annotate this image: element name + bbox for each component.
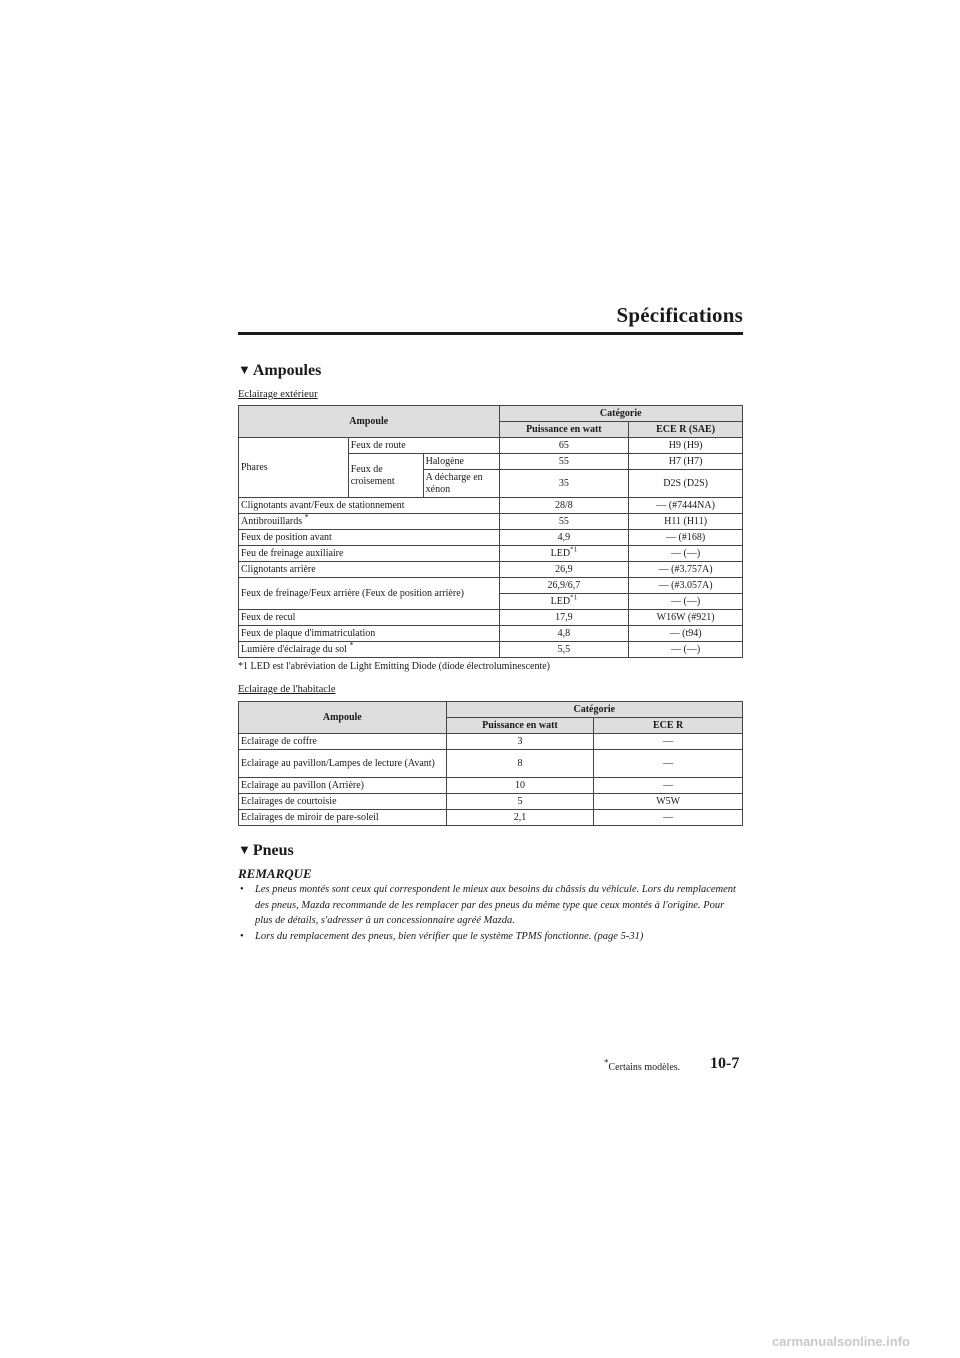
footnote-ref: *1 xyxy=(570,545,578,554)
cell-watt: 28/8 xyxy=(499,498,629,514)
table-row xyxy=(239,750,743,778)
row-label: Feux de freinage/Feux arrière (Feux de position arrière) xyxy=(239,578,500,610)
row-label: Eclairages de miroir de pare-soleil xyxy=(239,810,447,826)
exterior-lighting-table xyxy=(238,405,743,658)
footer-note-text: Certains modèles. xyxy=(608,1062,681,1073)
table-row xyxy=(239,626,743,642)
list-item xyxy=(240,882,740,929)
watermark: carmanualsonline.info xyxy=(772,1334,910,1349)
footer-note xyxy=(604,1057,681,1073)
header-ampoule: Ampoule xyxy=(239,702,447,734)
cell-watt: 55 xyxy=(499,454,629,470)
row-label: Feux de position avant xyxy=(239,530,500,546)
section-heading-pneus xyxy=(238,842,294,860)
cell-ece: — (#7444NA) xyxy=(629,498,743,514)
bullet-icon: • xyxy=(240,884,244,895)
table-row xyxy=(239,642,743,658)
cell-ece: — (—) xyxy=(629,642,743,658)
cell-watt: 8 xyxy=(446,750,594,778)
remark-title: REMARQUE xyxy=(238,866,312,881)
cell-watt: 4,8 xyxy=(499,626,629,642)
cell-watt: 5,5 xyxy=(499,642,629,658)
list-item xyxy=(240,929,740,945)
page-title: Spécifications xyxy=(616,303,743,327)
row-label: Clignotants avant/Feux de stationnement xyxy=(239,498,500,514)
row-label: Halogène xyxy=(423,454,499,470)
table-row xyxy=(239,498,743,514)
remark-list xyxy=(240,882,740,944)
row-label: Clignotants arrière xyxy=(239,562,500,578)
table-row xyxy=(239,794,743,810)
row-label: Eclairage de coffre xyxy=(239,734,447,750)
triangle-down-icon: ▼ xyxy=(238,362,251,377)
table-row xyxy=(239,530,743,546)
cell-ece: — xyxy=(594,810,743,826)
cell-watt: 10 xyxy=(446,778,594,794)
cell-watt: 2,1 xyxy=(446,810,594,826)
section-heading-label: Pneus xyxy=(252,842,294,859)
cell-watt: 65 xyxy=(499,438,629,454)
table-row xyxy=(239,562,743,578)
cell-ece: — xyxy=(594,734,743,750)
header-categorie: Catégorie xyxy=(499,406,743,422)
table-row xyxy=(239,546,743,562)
footnote-ref: *1 xyxy=(570,593,578,602)
cell-watt: 26,9/6,7 xyxy=(499,578,629,594)
section-heading-ampoules xyxy=(238,362,321,380)
row-label: Feux de plaque d'immatriculation xyxy=(239,626,500,642)
cell-ece: — (t94) xyxy=(629,626,743,642)
header-watt: Puissance en watt xyxy=(446,718,594,734)
table-row xyxy=(239,734,743,750)
row-label-phares: Phares xyxy=(239,438,349,498)
cell-watt: 3 xyxy=(446,734,594,750)
table-row xyxy=(239,514,743,530)
table-row xyxy=(239,578,743,594)
cell-watt xyxy=(499,594,629,610)
cell-watt: 17,9 xyxy=(499,610,629,626)
row-label: Eclairage au pavillon/Lampes de lecture (Avant) xyxy=(239,750,447,778)
cell-ece: — (#3.757A) xyxy=(629,562,743,578)
cell-watt: 55 xyxy=(499,514,629,530)
cell-ece: H7 (H7) xyxy=(629,454,743,470)
cell-watt-text: LED xyxy=(550,595,571,607)
row-label: Feux de recul xyxy=(239,610,500,626)
row-label: Feux de croisement xyxy=(348,454,423,498)
table-row xyxy=(239,438,743,454)
header-ampoule: Ampoule xyxy=(239,406,500,438)
cell-watt: 4,9 xyxy=(499,530,629,546)
table-row xyxy=(239,610,743,626)
cell-watt xyxy=(499,546,629,562)
interior-lighting-table xyxy=(238,701,743,826)
row-label: Feu de freinage auxiliaire xyxy=(239,546,500,562)
header-ece: ECE R (SAE) xyxy=(629,422,743,438)
cell-ece: — (—) xyxy=(629,546,743,562)
bullet-icon: • xyxy=(240,930,244,942)
cell-ece: D2S (D2S) xyxy=(629,470,743,498)
table-row xyxy=(239,810,743,826)
row-label xyxy=(239,514,500,530)
header-watt: Puissance en watt xyxy=(499,422,629,438)
row-label: Eclairages de courtoisie xyxy=(239,794,447,810)
title-rule xyxy=(238,332,743,335)
triangle-down-icon: ▼ xyxy=(238,842,251,857)
row-label: Eclairage au pavillon (Arrière) xyxy=(239,778,447,794)
cell-ece: W5W xyxy=(594,794,743,810)
page-number: 10-7 xyxy=(710,1055,740,1072)
cell-watt: 35 xyxy=(499,470,629,498)
header-ece: ECE R xyxy=(594,718,743,734)
cell-ece: — (#168) xyxy=(629,530,743,546)
cell-ece: H11 (H11) xyxy=(629,514,743,530)
cell-watt: 26,9 xyxy=(499,562,629,578)
list-item-text: Les pneus montés sont ceux qui correspondent le mieux aux besoins du châssis du véhicule. Lors du remplacement des pneus, Mazda recommande de les remplacer par des pneus du même type que ceux montés à l'origine. Pour plus de détails, s'adresser à un concessionnaire agréé Mazda. xyxy=(255,884,736,926)
row-label-text: Antibrouillards xyxy=(241,515,303,527)
row-label xyxy=(239,642,500,658)
cell-ece: — (—) xyxy=(629,594,743,610)
table-row xyxy=(239,778,743,794)
row-label: A décharge en xénon xyxy=(423,470,499,498)
header-categorie: Catégorie xyxy=(446,702,742,718)
footnote: *1 LED est l'abréviation de Light Emitting Diode (diode électroluminescente) xyxy=(238,661,550,672)
cell-watt: 5 xyxy=(446,794,594,810)
cell-ece: — xyxy=(594,750,743,778)
cell-ece: — (#3.057A) xyxy=(629,578,743,594)
row-label: Feux de route xyxy=(348,438,499,454)
star-marker: * xyxy=(304,512,309,522)
cell-ece: W16W (#921) xyxy=(629,610,743,626)
list-item-text: Lors du remplacement des pneus, bien vérifier que le système TPMS fonctionne. (page 5-31) xyxy=(255,930,644,942)
row-label-text: Lumière d'éclairage du sol xyxy=(241,643,347,655)
subheading-interior: Eclairage de l'habitacle xyxy=(238,684,336,695)
cell-watt-text: LED xyxy=(550,547,571,559)
star-marker: * xyxy=(604,1057,609,1068)
cell-ece: — xyxy=(594,778,743,794)
cell-ece: H9 (H9) xyxy=(629,438,743,454)
section-heading-label: Ampoules xyxy=(252,362,322,379)
star-marker: * xyxy=(349,640,354,650)
subheading-exterior: Eclairage extérieur xyxy=(238,389,318,400)
